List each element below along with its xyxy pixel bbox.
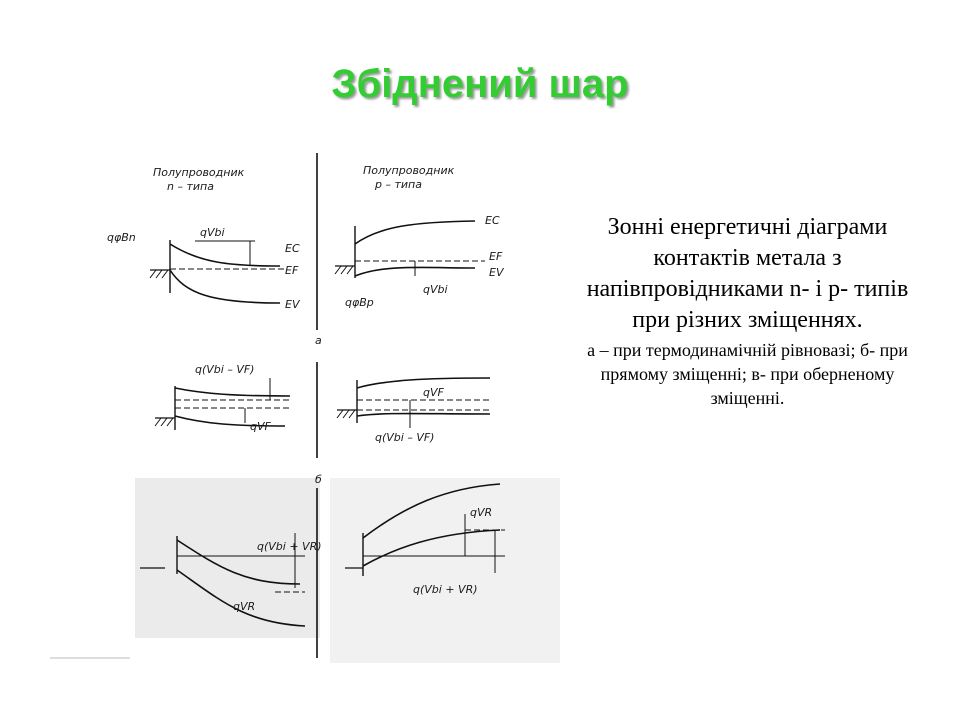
band-ec <box>170 244 280 266</box>
header-p-line2: p – типа <box>375 178 422 191</box>
label-vbi-minus-vf: q(Vbi – VF) <box>195 363 255 376</box>
label-ec: EC <box>485 214 500 227</box>
label-qvf: qVF <box>250 420 271 433</box>
label-vbi-plus-vr: q(Vbi + VR) <box>413 583 478 596</box>
header-n-line2: n – типа <box>167 180 214 193</box>
label-vbi-minus-vf: q(Vbi – VF) <box>375 431 435 444</box>
figure-caption <box>580 212 915 410</box>
panel-letter-a: a <box>315 334 322 347</box>
caption-main: Зонні енергетичні діаграми контактів метала з напівпровідниками n- і p- типів при різних зміщеннях. <box>586 214 909 333</box>
band-diagrams <box>45 148 570 663</box>
band-ec <box>355 221 475 244</box>
slide-title: Збіднений шар <box>331 62 629 106</box>
label-ec: EC <box>285 242 300 255</box>
scan-shading <box>135 478 320 638</box>
label-ev: EV <box>489 266 504 279</box>
scan-shading <box>330 478 560 663</box>
header-p-line1: Полупроводник <box>363 164 455 177</box>
band-ev <box>170 270 280 303</box>
header-n-line1: Полупроводник <box>153 166 245 179</box>
label-qvbi: qVbi <box>423 283 448 296</box>
label-qvr: qVR <box>233 600 256 613</box>
label-vbi-plus-vr: q(Vbi + VR) <box>257 540 322 553</box>
caption-sub: а – при термодинамічній рівновазі; б- при прямому зміщенні; в- при оберненому зміщенні. <box>587 340 908 408</box>
label-qvf: qVF <box>423 386 444 399</box>
label-qphi-bp: qφBp <box>345 296 374 309</box>
panel-letter-b: б <box>315 473 322 486</box>
label-ef: EF <box>285 264 299 277</box>
label-ef: EF <box>489 250 503 263</box>
band-diagram-figure <box>45 148 570 663</box>
label-qphi-bn: qφBn <box>107 231 136 244</box>
label-qvbi: qVbi <box>200 226 225 239</box>
label-qvr: qVR <box>470 506 493 519</box>
label-ev: EV <box>285 298 300 311</box>
